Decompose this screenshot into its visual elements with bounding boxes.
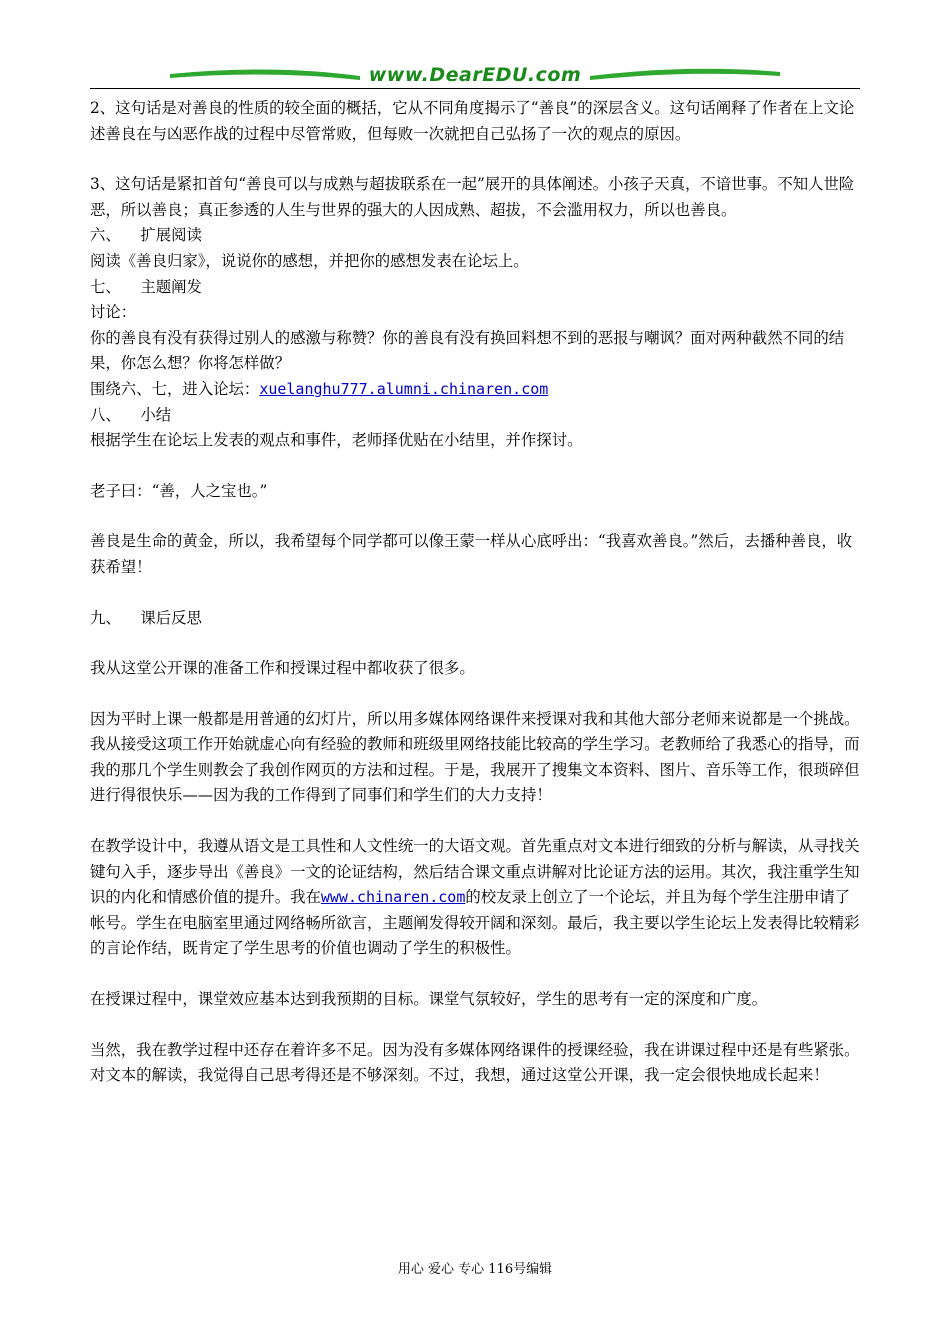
laozi-quote: 老子曰：“善，人之宝也。”	[90, 481, 268, 500]
forum-link[interactable]: xuelanghu777.alumni.chinaren.com	[259, 379, 549, 398]
reflection-paragraph-4: 在授课过程中，课堂效应基本达到我预期的目标。课堂气氛较好，学生的思考有一定的深度和广度。	[90, 990, 768, 1009]
discussion-label: 讨论：	[90, 303, 137, 322]
header-divider	[90, 88, 860, 89]
section-title: 小结	[140, 405, 172, 424]
section-title: 课后反思	[140, 608, 202, 627]
reflection-paragraph-5: 当然，我在教学过程中还存在着许多不足。因为没有多媒体网络课件的授课经验，我在讲课过程中还是有些紧张。对文本的解读，我觉得自己思考得还是不够深刻。不过，我想，通过这堂公开课，我一定会很快地成长起来！	[90, 1040, 860, 1085]
paragraph-point-2: 2、这句话是对善良的性质的较全面的概括，它从不同角度揭示了“善良”的深层含义。这句话阐释了作者在上文论述善良在与凶恶作战的过程中尽管常败，但每败一次就把自己弘扬了一次的观点的原因。	[90, 99, 855, 143]
section-heading-8	[90, 403, 862, 429]
section-title: 扩展阅读	[140, 226, 202, 245]
document-body	[90, 96, 862, 1089]
discussion-questions: 你的善良有没有获得过别人的感激与称赞？你的善良有没有换回料想不到的恶报与嘲讽？面对两种截然不同的结果，你怎么想？你将怎样做？	[90, 328, 845, 373]
section-number: 六、	[90, 226, 121, 245]
section-title: 主题阐发	[140, 277, 202, 296]
paragraph-point-3: 3、这句话是紧扣首句“善良可以与成熟与超拔联系在一起”展开的具体阐述。小孩子天真，不谙世事。不知人世险恶，所以善良；真正参透的人生与世界的强大的人因成熟、超拔，不会滥用权力，所以也善良。	[90, 175, 855, 219]
section-heading-7	[90, 275, 862, 301]
forum-line	[90, 377, 862, 403]
closing-paragraph: 善良是生命的黄金，所以，我希望每个同学都可以像王蒙一样从心底呼出：“我喜欢善良。”然后，去播种善良，收获希望！	[90, 532, 853, 576]
chinaren-link[interactable]: www.chinaren.com	[320, 888, 466, 907]
section-heading-6	[90, 223, 862, 249]
section-number: 九、	[90, 608, 121, 627]
reflection-paragraph-1: 我从这堂公开课的准备工作和授课过程中都收获了很多。	[90, 659, 475, 678]
logo-text: www.DearEDU.com	[368, 64, 582, 86]
section-heading-9	[90, 606, 862, 632]
section-8-body: 根据学生在论坛上发表的观点和事件，老师择优贴在小结里，并作探讨。	[90, 431, 583, 450]
reflection-paragraph-3	[90, 834, 862, 962]
section-number: 七、	[90, 277, 121, 296]
reflection-paragraph-2: 因为平时上课一般都是用普通的幻灯片，所以用多媒体网络课件来授课对我和其他大部分老师来说都是一个挑战。我从接受这项工作开始就虚心向有经验的教师和班级里网络技能比较高的学生学习。老教师给了我悉心的指导，而我的那几个学生则教会了我创作网页的方法和过程。于是，我展开了搜集文本资料、图片、音乐等工作，很琐碎但进行得很快乐——因为我的工作得到了同事们和学生们的大力支持！	[90, 709, 860, 805]
reflection-text: 在教学设计中，我遵从语文是工具性和人文性统一的大语文观。首先重点对文本进行细致的分析与解读，从寻找关键句入手，逐步导出《善良》一文的论证结构，然后结合课文重点讲解对比论证方法的运用。其次，我注重学生知识的内化和情感价值的提升。我在	[90, 837, 860, 907]
page-footer: 用心 爱心 专心 116号编辑	[397, 1262, 553, 1277]
reflection-text: 的校友录上创立了一个论坛，并且为每个学生注册申请了帐号。学生在电脑室里通过网络畅所欲言，主题阐发得较开阔和深刻。最后，我主要以学生论坛上发表得比较精彩的言论作结，既肯定了学生思考的价值也调动了学生的积极性。	[90, 888, 860, 958]
section-6-body: 阅读《善良归家》，说说你的感想，并把你的感想发表在论坛上。	[90, 251, 529, 270]
forum-prefix: 围绕六、七，进入论坛：	[90, 379, 260, 398]
section-number: 八、	[90, 405, 121, 424]
